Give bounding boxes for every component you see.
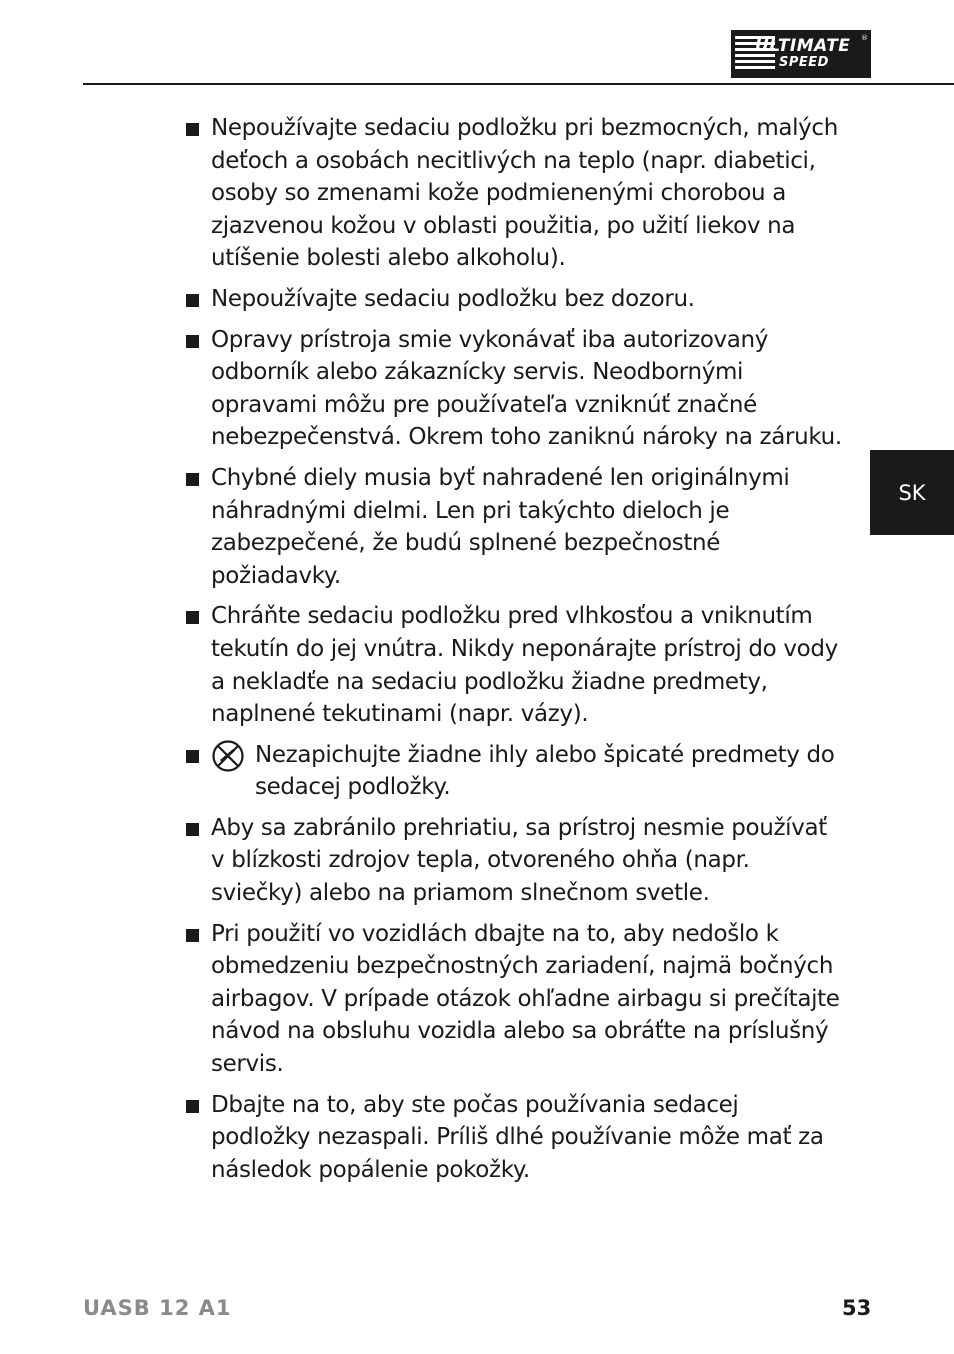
- square-bullet-icon: [186, 473, 199, 486]
- list-item: [183, 283, 843, 316]
- list-item: [183, 600, 843, 730]
- logo-registered-mark: ®: [861, 34, 868, 42]
- logo-word-speed: SPEED: [779, 55, 829, 70]
- footer-model-number: UASB 12 A1: [83, 1296, 232, 1320]
- list-item: [183, 739, 843, 804]
- header-divider: [83, 83, 954, 85]
- list-item: [183, 462, 843, 592]
- square-bullet-icon: [186, 750, 199, 763]
- list-item: [183, 1089, 843, 1187]
- list-item: [183, 918, 843, 1081]
- list-item-text: Chráňte sedaciu podložku pred vlhkosťou a vniknutím tekutín do jej vnútra. Nikdy neponárajte prístroj do vody a nekladťe na sedaciu podložku žiadne predmety, naplnené tekutinami (napr. vázy).: [211, 603, 838, 728]
- list-item: [183, 324, 843, 454]
- list-item: [183, 112, 843, 275]
- list-item: [183, 812, 843, 910]
- square-bullet-icon: [186, 335, 199, 348]
- list-item-text: Nepoužívajte sedaciu podložku pri bezmocných, malých deťoch a osobách necitlivých na teplo (napr. diabetici, osoby so zmenami kože podmienenými chorobou a zjazvenou kožou v oblasti použitia, po užití liekov na utíšenie bolesti alebo alkoholu).: [211, 115, 838, 272]
- brand-logo: [731, 30, 871, 78]
- square-bullet-icon: [186, 123, 199, 136]
- list-item-text: Nepoužívajte sedaciu podložku bez dozoru.: [211, 285, 695, 312]
- language-tab-label: SK: [898, 480, 926, 505]
- square-bullet-icon: [186, 294, 199, 307]
- square-bullet-icon: [186, 823, 199, 836]
- list-item-text: Opravy prístroja smie vykonávať iba autorizovaný odborník alebo zákaznícky servis. Neodbornými opravami môžu pre používateľa vzniknúť značné nebezpečenstvá. Okrem toho zaniknú nároky na záruku.: [211, 326, 842, 451]
- list-item-text: Pri použití vo vozidlách dbajte na to, aby nedošlo k obmedzeniu bezpečnostných zariadení, najmä bočných airbagov. V prípade otázok ohľadne airbagu si prečítajte návod na obsluhu vozidla alebo sa obráťte na príslušný servis.: [211, 920, 840, 1078]
- list-item-text: Dbajte na to, aby ste počas používania sedacej podložky nezaspali. Príliš dlhé používanie môže mať za následok popálenie pokožky.: [211, 1091, 824, 1183]
- safety-instructions-list: [183, 112, 843, 1194]
- square-bullet-icon: [186, 929, 199, 942]
- language-tab: [870, 450, 954, 535]
- list-item-text: Chybné diely musia byť nahradené len originálnymi náhradnými dielmi. Len pri takýchto dieloch je zabezpečené, že budú splnené bezpečnostné požiadavky.: [211, 464, 790, 589]
- logo-word-ultimate: ULTIMATE: [755, 36, 851, 56]
- list-item-text: Aby sa zabránilo prehriatiu, sa prístroj nesmie používať v blízkosti zdrojov tepla, otvoreného ohňa (napr. sviečky) alebo na priamom slnečnom svetle.: [211, 814, 827, 907]
- square-bullet-icon: [186, 611, 199, 624]
- no-needles-icon: [211, 740, 245, 772]
- list-item-text: Nezapichujte žiadne ihly alebo špicaté predmety do sedacej podložky.: [255, 741, 835, 801]
- page-number: 53: [842, 1296, 872, 1320]
- square-bullet-icon: [186, 1100, 199, 1113]
